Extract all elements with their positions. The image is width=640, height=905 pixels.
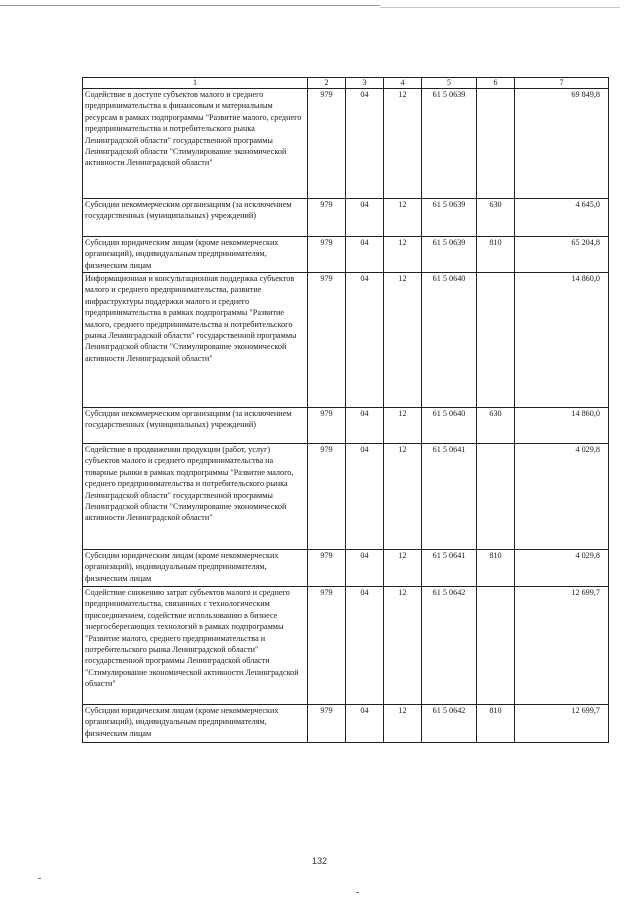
- page-number: 132: [312, 856, 328, 866]
- row-name: Субсидии некоммерческим организациям (за исключением государственных (муниципальных) учреждений): [83, 408, 308, 444]
- row-gr: 979: [308, 705, 346, 743]
- row-sum: 14 860,0: [515, 408, 609, 444]
- row-csr: 61 5 0642: [422, 587, 477, 705]
- table-row: [83, 408, 609, 444]
- row-rz: 04: [346, 587, 384, 705]
- row-sum: 4 645,0: [515, 199, 609, 237]
- row-gr: 979: [308, 444, 346, 550]
- row-gr: 979: [308, 550, 346, 587]
- table-row: [83, 587, 609, 705]
- row-sum: 69 849,8: [515, 89, 609, 199]
- row-rz: 04: [346, 705, 384, 743]
- row-csr: 61 5 0640: [422, 273, 477, 408]
- budget-table: [82, 77, 609, 743]
- row-vr: [477, 587, 515, 705]
- row-name: Информационная и консультационная поддержка субъектов малого и среднего предпринимательства, развитие инфраструктуры поддержки малого и среднего предпринимательства в рамках подпрограммы "Развитие малого, среднего предпринимательства и потребительского рынка Ленинградской области" государственной программы Ленинградской области "Стимулирование экономической активности Ленинградской области": [83, 273, 308, 408]
- row-vr: 810: [477, 550, 515, 587]
- table-row: [83, 89, 609, 199]
- row-pr: 12: [384, 550, 422, 587]
- row-pr: 12: [384, 587, 422, 705]
- row-vr: 810: [477, 705, 515, 743]
- row-name: Субсидии некоммерческим организациям (за исключением государственных (муниципальных) учреждений): [83, 199, 308, 237]
- row-csr: 61 5 0639: [422, 199, 477, 237]
- row-pr: 12: [384, 444, 422, 550]
- table-header-row: [83, 78, 609, 89]
- row-rz: 04: [346, 444, 384, 550]
- header-col-2: 2: [308, 78, 346, 89]
- row-name: Содействие в доступе субъектов малого и среднего предпринимательства к финансовым и материальным ресурсам в рамках подпрограммы "Развитие малого, среднего предпринимательства и потребительского рынка Ленинградской области" государственной программы Ленинградской области "Стимулирование экономической активности Ленинградской области": [83, 89, 308, 199]
- row-csr: 61 5 0641: [422, 444, 477, 550]
- row-gr: 979: [308, 587, 346, 705]
- scan-top-rule: [0, 5, 380, 6]
- row-vr: [477, 89, 515, 199]
- header-col-3: 3: [346, 78, 384, 89]
- row-pr: 12: [384, 237, 422, 273]
- header-col-7: 7: [515, 78, 609, 89]
- table-row: [83, 550, 609, 587]
- row-gr: 979: [308, 408, 346, 444]
- scan-top-rule-faint: [380, 7, 620, 8]
- row-vr: [477, 273, 515, 408]
- scan-speck: [356, 892, 359, 893]
- table-row: [83, 199, 609, 237]
- row-name: Субсидии юридическим лицам (кроме некоммерческих организаций), индивидуальным предпринимателям, физическим лицам: [83, 237, 308, 273]
- row-rz: 04: [346, 237, 384, 273]
- row-vr: [477, 444, 515, 550]
- row-gr: 979: [308, 89, 346, 199]
- row-rz: 04: [346, 199, 384, 237]
- table-row: [83, 444, 609, 550]
- row-pr: 12: [384, 273, 422, 408]
- row-csr: 61 5 0642: [422, 705, 477, 743]
- row-sum: 4 029,8: [515, 550, 609, 587]
- row-vr: 630: [477, 199, 515, 237]
- scan-speck: [38, 878, 41, 879]
- row-gr: 979: [308, 237, 346, 273]
- table-row: [83, 237, 609, 273]
- row-csr: 61 5 0639: [422, 237, 477, 273]
- row-csr: 61 5 0641: [422, 550, 477, 587]
- row-rz: 04: [346, 550, 384, 587]
- row-rz: 04: [346, 273, 384, 408]
- row-name: Субсидии юридическим лицам (кроме некоммерческих организаций), индивидуальным предпринимателям, физическим лицам: [83, 705, 308, 743]
- header-col-5: 5: [422, 78, 477, 89]
- row-pr: 12: [384, 89, 422, 199]
- row-pr: 12: [384, 705, 422, 743]
- row-vr: 810: [477, 237, 515, 273]
- row-sum: 12 699,7: [515, 705, 609, 743]
- row-name: Содействие в продвижении продукции (работ, услуг) субъектов малого и среднего предпринимательства на товарные рынки в рамках подпрограммы "Развитие малого, среднего предпринимательства и потребительского рынка Ленинградской области" государственной программы Ленинградской области "Стимулирование экономической активности Ленинградской области": [83, 444, 308, 550]
- row-vr: 630: [477, 408, 515, 444]
- row-sum: 65 204,8: [515, 237, 609, 273]
- header-col-6: 6: [477, 78, 515, 89]
- row-rz: 04: [346, 408, 384, 444]
- row-sum: 4 029,8: [515, 444, 609, 550]
- row-gr: 979: [308, 273, 346, 408]
- header-col-1: 1: [83, 78, 308, 89]
- row-sum: 14 860,0: [515, 273, 609, 408]
- row-gr: 979: [308, 199, 346, 237]
- table-row: [83, 273, 609, 408]
- row-csr: 61 5 0639: [422, 89, 477, 199]
- row-sum: 12 699,7: [515, 587, 609, 705]
- header-col-4: 4: [384, 78, 422, 89]
- row-pr: 12: [384, 199, 422, 237]
- row-pr: 12: [384, 408, 422, 444]
- row-csr: 61 5 0640: [422, 408, 477, 444]
- row-name: Субсидии юридическим лицам (кроме некоммерческих организаций), индивидуальным предпринимателям, физическим лицам: [83, 550, 308, 587]
- row-rz: 04: [346, 89, 384, 199]
- table-row: [83, 705, 609, 743]
- row-name: Содействие снижению затрат субъектов малого и среднего предпринимательства, связанных с технологическим присоединением, содействие использованию в бизнесе энергосберегающих технологий в рамках подпрограммы "Развитие малого, среднего предпринимательства и потребительского рынка Ленинградской области" государственной программы Ленинградской области "Стимулирование экономической активности Ленинградской области": [83, 587, 308, 705]
